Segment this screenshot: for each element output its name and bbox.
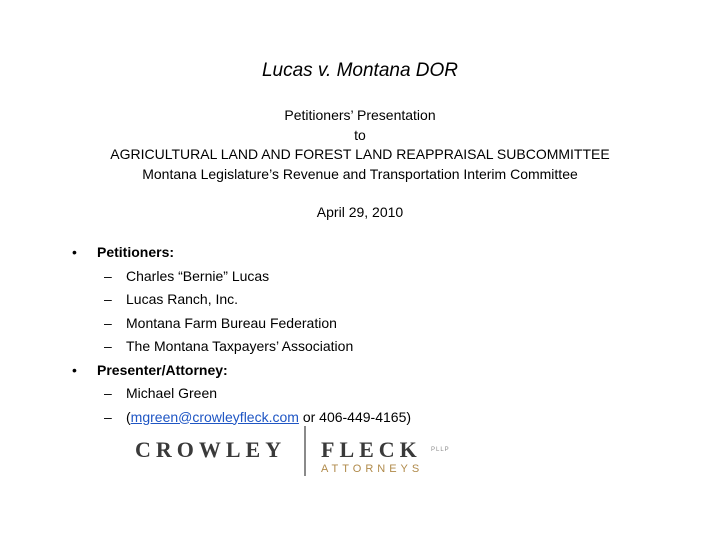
logo-word-crowley: CROWLEY [135,437,287,462]
dash-icon: – [104,385,112,401]
presentation-date: April 29, 2010 [316,204,404,220]
petitioner-name: Montana Farm Bureau Federation [126,314,337,331]
logo-suffix: PLLP [431,447,450,453]
logo-word-fleck: FLECK [321,437,422,462]
logo-tagline: ATTORNEYS [321,463,424,475]
petitioner-name: Lucas Ranch, Inc. [126,291,239,307]
bullet-icon: • [72,361,77,378]
list-item [72,382,672,406]
subtitle-block [0,106,720,223]
slide-title: Lucas v. Montana DOR [261,60,459,81]
subtitle-line-presentation: Petitioners’ Presentation [284,107,436,123]
email-link[interactable]: mgreen@crowleyfleck.com [130,408,299,425]
crowley-fleck-logo [135,426,465,476]
petitioner-name: Charles “Bernie” Lucas [126,267,270,284]
petitioners-heading: Petitioners: [97,244,175,260]
list-item [72,335,672,359]
presenter-name: Michael Green [126,385,218,401]
logo-divider [304,426,306,476]
dash-icon: – [104,314,112,331]
list-item-petitioners [72,241,672,265]
presenter-heading: Presenter/Attorney: [97,361,228,378]
subtitle-line-subcommittee: AGRICULTURAL LAND AND FOREST LAND REAPPRAISAL SUBCOMMITTEE [110,146,610,162]
contact-phone: or 406-449-4165) [298,408,412,425]
bullet-icon: • [72,244,77,260]
bullet-list [72,241,672,429]
subtitle-line-to: to [354,126,366,143]
list-item-presenter [72,359,672,383]
dash-icon: – [104,267,112,284]
petitioner-name: The Montana Taxpayers’ Association [126,338,354,354]
list-item [72,288,672,312]
dash-icon: – [104,291,112,307]
subtitle-line-committee: Montana Legislature’s Revenue and Transportation Interim Committee [142,165,578,182]
list-item [72,312,672,336]
dash-icon: – [104,338,112,354]
contact-open-paren: ( [126,408,131,425]
dash-icon: – [104,408,112,425]
list-item [72,265,672,289]
